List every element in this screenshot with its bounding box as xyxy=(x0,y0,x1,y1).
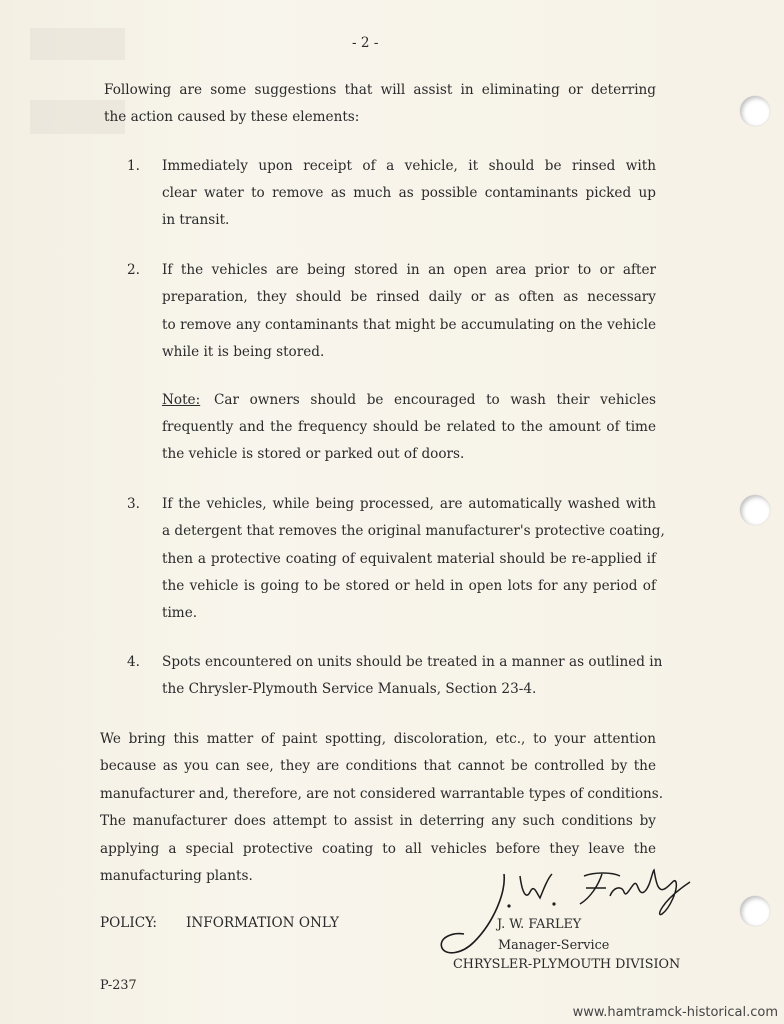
signer-division: CHRYSLER-PLYMOUTH DIVISION xyxy=(453,957,681,972)
item-line: If the vehicles, while being processed, are automatically washed with xyxy=(162,496,656,512)
punch-hole xyxy=(740,495,770,525)
item-number: 3. xyxy=(127,496,140,512)
item-line: preparation, they should be rinsed daily or as often as necessary xyxy=(162,289,656,305)
item-number: 2. xyxy=(127,262,140,278)
page-number: - 2 - xyxy=(352,35,379,51)
note-line: the vehicle is stored or parked out of doors. xyxy=(162,446,465,462)
item-line: in transit. xyxy=(162,212,230,228)
item-line: Spots encountered on units should be treated in a manner as outlined in xyxy=(162,654,663,670)
bleed-through-shape xyxy=(30,28,125,60)
punch-hole xyxy=(740,896,770,926)
policy-value: INFORMATION ONLY xyxy=(186,915,340,931)
item-line: clear water to remove as much as possible contaminants picked up xyxy=(162,185,656,201)
item-line: If the vehicles are being stored in an open area prior to or after xyxy=(162,262,656,278)
item-number: 1. xyxy=(127,158,140,174)
item-line: then a protective coating of equivalent material should be re-applied if xyxy=(162,551,656,567)
closing-line: manufacturing plants. xyxy=(100,868,253,884)
note-label: Note: xyxy=(162,392,201,408)
item-line: a detergent that removes the original manufacturer's protective coating, xyxy=(162,523,665,539)
item-line: to remove any contaminants that might be accumulating on the vehicle xyxy=(162,317,656,333)
intro-line: the action caused by these elements: xyxy=(104,109,360,125)
closing-line: The manufacturer does attempt to assist in deterring any such conditions by xyxy=(100,813,656,829)
svg-text:J. W. Farley: J. W. Farley xyxy=(434,960,440,961)
signer-title: Manager-Service xyxy=(498,938,610,953)
note-line: Car owners should be encouraged to wash their vehicles xyxy=(214,392,656,408)
item-line: the vehicle is going to be stored or held in open lots for any period of xyxy=(162,578,656,594)
note-line: frequently and the frequency should be related to the amount of time xyxy=(162,419,656,435)
signer-name: J. W. FARLEY xyxy=(497,917,582,932)
closing-line: We bring this matter of paint spotting, discoloration, etc., to your attention xyxy=(100,731,656,747)
website-watermark: www.hamtramck-historical.com xyxy=(572,1005,778,1020)
form-code: P-237 xyxy=(100,978,137,993)
item-number: 4. xyxy=(127,654,140,670)
closing-line: applying a special protective coating to all vehicles before they leave the xyxy=(100,841,656,857)
punch-hole xyxy=(740,96,770,126)
item-line: time. xyxy=(162,605,198,621)
item-line: while it is being stored. xyxy=(162,344,325,360)
closing-line: because as you can see, they are conditions that cannot be controlled by the xyxy=(100,758,656,774)
item-line: Immediately upon receipt of a vehicle, it should be rinsed with xyxy=(162,158,656,174)
intro-line: Following are some suggestions that will assist in eliminating or deterring xyxy=(104,82,656,98)
closing-line: manufacturer and, therefore, are not considered warrantable types of conditions. xyxy=(100,786,664,802)
policy-label: POLICY: xyxy=(100,915,157,931)
item-line: the Chrysler-Plymouth Service Manuals, Section 23-4. xyxy=(162,681,537,697)
